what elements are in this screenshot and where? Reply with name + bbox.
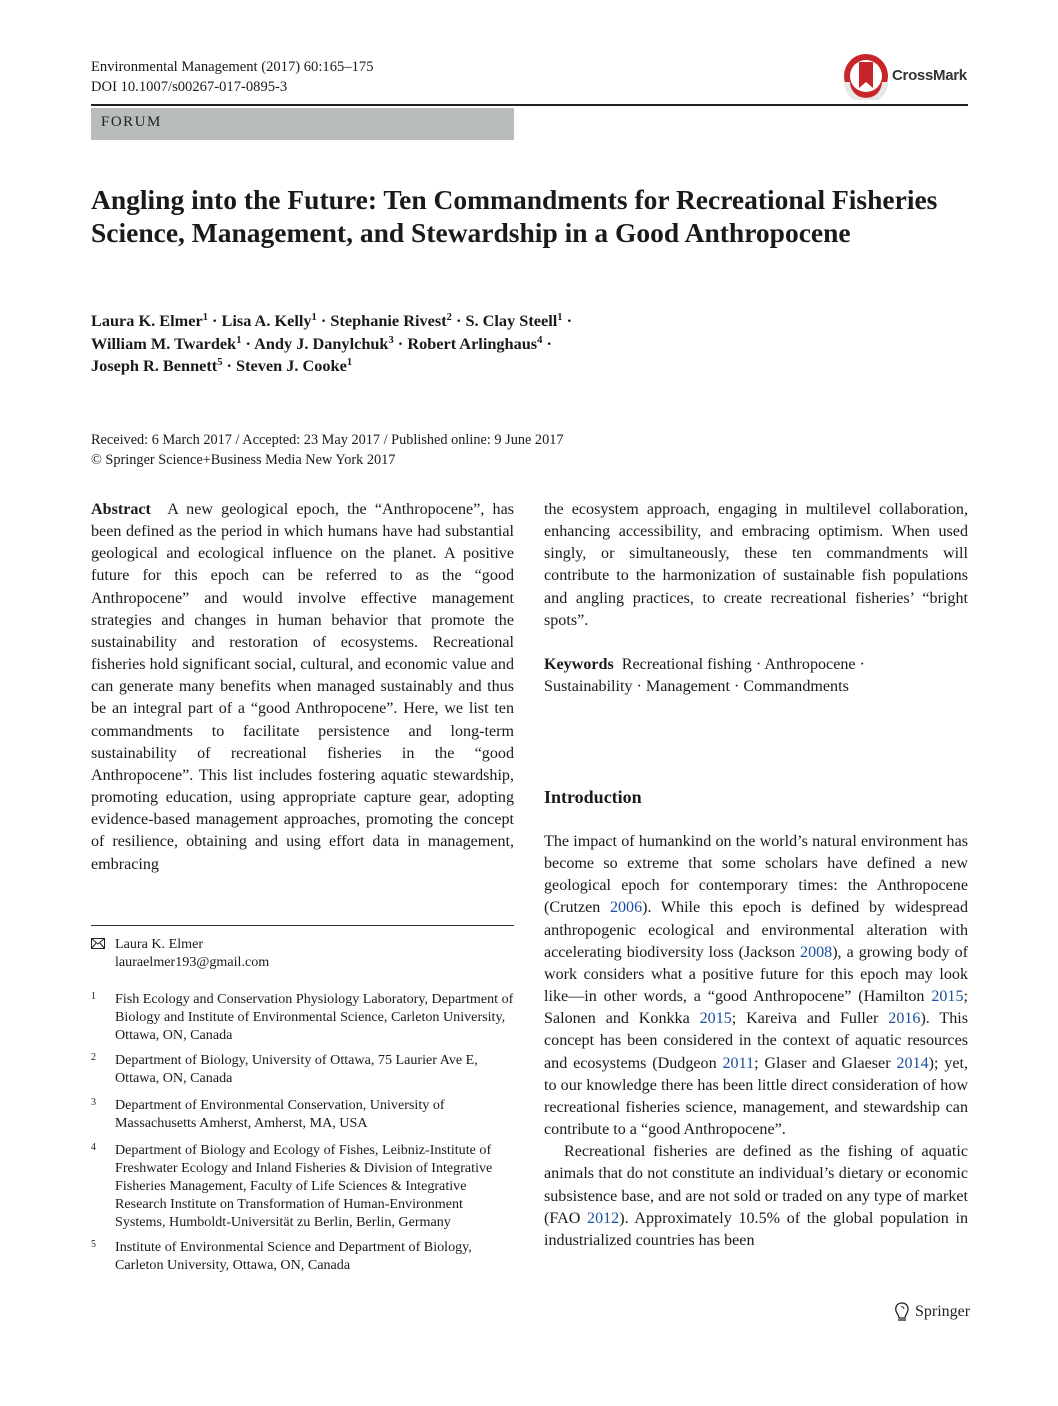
keyword: Sustainability xyxy=(544,678,633,696)
author[interactable]: Steven J. Cooke$^1$ xyxy=(236,356,353,375)
copyright-line: © Springer Science+Business Media New York 2017 xyxy=(91,451,396,468)
citation-link[interactable]: 2014 xyxy=(896,1054,929,1072)
author[interactable]: Laura K. Elmer$^1$ xyxy=(91,311,208,330)
author[interactable]: Andy J. Danylchuk$^3$ xyxy=(254,333,394,353)
keyword: Commandments xyxy=(743,678,849,696)
abstract-left xyxy=(91,499,514,876)
springer-horse-icon xyxy=(893,1301,911,1323)
abstract-text: A new geological epoch, the “Anthropocene”, has been defined as the period in which humans have had substantial geological and ecological influence on the planet. A positive future for this epoch can be referred to as the “good Anthropocene” and would involve effective management strategies and changes in human behavior that promote the sustainability and restoration of ecosystems. Recreational fisheries hold significant social, cultural, and economic value and can generate many benefits when managed sustainably and thus be an integral part of a “good Anthropocene”. Here, we list ten commandments to facilitate persistence and long-term sustainability of recreational fisheries in the “good Anthropocene”. This list includes fostering aquatic stewardship, promoting education, using appropriate capture gear, adopting evidence-based management approaches, promoting the concept of resilience, obtaining and using effort data in management, embracing xyxy=(91,501,514,873)
section-band xyxy=(91,108,514,140)
author[interactable]: William M. Twardek$^1$ xyxy=(91,333,242,353)
citation-link[interactable]: 2015 xyxy=(699,1010,732,1028)
intro-paragraph: The impact of humankind on the world’s natural environment has become so extreme that some scholars have defined a new geological epoch for contemporary times: the Anthropocene (Crutzen 2006). While this epoch is defined by widespread anthropogenic ecological and environmental alteration with accelerating biodiversity loss (Jackson 2008), a growing body of work considers what a positive future for this epoch may look like—in other words, a “good Anthropocene” (Hamilton 2015; Salonen and Konkka 2015; Kareiva and Fuller 2016). This concept has been considered in the context of aquatic resources and ecosystems (Dudgeon 2011; Glaser and Glaeser 2014); yet, to our knowledge there has been little direct consideration of how recreational fisheries science, management, and stewardship can contribute to a “good Anthropocene”. xyxy=(544,833,969,1139)
keywords: Keywords Recreational fishing · Anthropocene · Sustainability · Management · Commandments xyxy=(544,656,865,696)
journal-citation: Environmental Management (2017) 60:165–175 xyxy=(91,59,374,75)
intro-paragraph: Recreational fisheries are defined as the fishing of aquatic animals that do not constitute an individual’s dietary or economic subsistence base, and are not sold or traded on any type of market (FAO 2012). Approximately 10.5% of the global population in industrialized countries has been xyxy=(544,1143,968,1249)
publication-dates xyxy=(91,431,564,470)
author[interactable]: Stephanie Rivest$^2$ xyxy=(330,311,452,330)
footnote-rule xyxy=(91,925,514,926)
envelope-icon xyxy=(91,938,105,949)
author[interactable]: Joseph R. Bennett$^5$ xyxy=(91,356,223,375)
citation-link[interactable]: 2006 xyxy=(609,899,643,917)
author-email[interactable]: lauraelmer193@gmail.com xyxy=(115,954,270,970)
keyword: Recreational fishing xyxy=(621,656,752,673)
author[interactable]: S. Clay Steell$^1$ xyxy=(465,311,563,330)
keyword: Anthropocene xyxy=(764,656,856,673)
section-label: FORUM xyxy=(101,114,162,130)
keyword: Management xyxy=(645,678,730,696)
author[interactable]: Robert Arlinghaus$^4$ xyxy=(407,333,543,353)
journal-header xyxy=(91,57,374,97)
citation-link[interactable]: 2015 xyxy=(931,988,964,1006)
citation-link[interactable]: 2008 xyxy=(800,943,833,961)
abstract-right xyxy=(544,499,968,632)
article-title: Angling into the Future: Ten Commandments for Recreational Fisheries Science, Management, and Stewardship in a Good Anthropocene xyxy=(91,184,938,248)
doi[interactable]: DOI 10.1007/s00267-017-0895-3 xyxy=(91,79,288,95)
citation-link[interactable]: 2016 xyxy=(888,1010,921,1028)
abstract-label: Abstract xyxy=(91,501,151,518)
publisher-name: Springer xyxy=(915,1303,971,1320)
citation-link[interactable]: 2012 xyxy=(587,1209,620,1227)
keywords-label: Keywords xyxy=(544,656,614,673)
crossmark-icon xyxy=(842,52,890,100)
corresponding-author: Laura K. Elmer xyxy=(115,936,204,952)
crossmark-badge[interactable] xyxy=(842,52,972,102)
section-heading-introduction: Introduction xyxy=(544,787,642,807)
header-rule xyxy=(91,104,968,106)
author[interactable]: Lisa A. Kelly$^1$ xyxy=(221,311,317,330)
crossmark-label: CrossMark xyxy=(892,67,967,84)
abstract-continued: the ecosystem approach, engaging in multilevel collaboration, enhancing accessibility, and embracing optimism. When used singly, or simultaneously, these ten commandments will contribute to the harmonization of sustainable fish populations and angling practices, to create recreational fisheries’ “bright spots”. xyxy=(544,501,968,629)
citation-link[interactable]: 2011 xyxy=(722,1054,755,1072)
dates-line: Received: 6 March 2017 / Accepted: 23 May 2017 / Published online: 9 June 2017 xyxy=(91,432,564,448)
introduction-body xyxy=(544,831,968,1252)
author-list: Laura K. Elmer$^1$ · Lisa A. Kelly$^1$ · Stephanie Rivest$^2$ · S. Clay Steell$^1$ · William M. Twardek$^1$ · Andy J. Danylchuk$^3$ · Robert Arlinghaus$^4$ · Joseph R. Bennett$^5$ · Steven J. Cooke$^1$ xyxy=(91,311,573,375)
